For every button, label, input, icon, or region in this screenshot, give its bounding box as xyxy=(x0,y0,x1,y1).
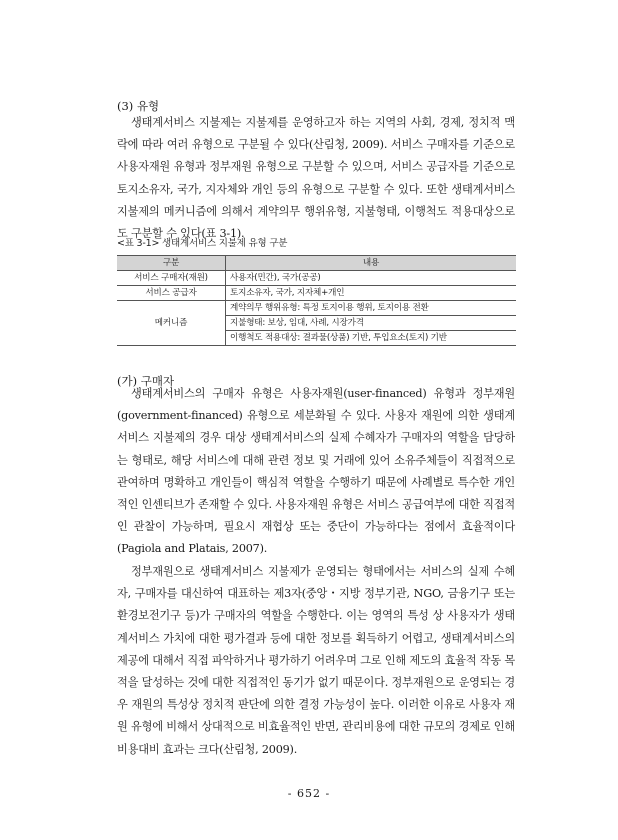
table-cell-content: 계약의무 행위유형: 특정 토지이용 행위, 토지이용 전환 xyxy=(226,301,517,316)
pes-type-table xyxy=(117,255,516,346)
table-row xyxy=(117,301,516,316)
table-caption: <표 3-1> 생태계서비스 지불제 유형 구분 xyxy=(117,238,288,249)
table-cell-content: 사용자(민간), 국가(공공) xyxy=(226,271,517,286)
table-cell-content: 지불형태: 보상, 임대, 사례, 시장가격 xyxy=(226,316,517,331)
page-number: - 652 - xyxy=(287,787,331,800)
table-cell-category: 서비스 구매자(재원) xyxy=(117,271,226,286)
buyer-paragraph-2: 정부재원으로 생태계서비스 지불제가 운영되는 형태에서는 서비스의 실제 수혜자, 구매자를 대신하여 대표하는 제3자(중앙・지방 정부기관, NGO, 금융기구 또는 환경보전기구 등)가 구매자의 역할을 수행한다. 이는 영역의 특성 상 사용자가 생태계서비스 가치에 대한 평가결과 등에 대한 정보를 획득하기 어렵고, 생태계서비스의 제공에 대해서 직접 파악하거나 평가하기 어려우며 그로 인해 제도의 효율적 작동 목적을 달성하는 것에 대한 직접적인 동기가 없기 때문이다. 정부재원으로 운영되는 경우 재원의 특성상 정치적 판단에 의한 결정 가능성이 높다. 이러한 이유로 사용자 재원 유형에 비해서 상대적으로 비효율적인 반면, 관리비용에 대한 규모의 경제로 인해 비용대비 효과는 크다(산림청, 2009). xyxy=(117,565,515,756)
table-header-row xyxy=(117,256,516,271)
table-cell-content: 토지소유자, 국가, 지자체+개인 xyxy=(226,286,517,301)
table-cell-content: 이행척도 적용대상: 결과물(상품) 기반, 투입요소(토지) 기반 xyxy=(226,331,517,346)
section-types-paragraph: 생태계서비스 지불제는 지불제를 운영하고자 하는 지역의 사회, 경제, 정치적 맥락에 따라 여러 유형으로 구분될 수 있다(산림청, 2009). 서비스 구매자를 기준으로 사용자재원 유형과 정부재원 유형으로 구분할 수 있으며, 서비스 공급자를 기준으로 토지소유자, 국가, 지자체와 개인 등의 유형으로 구분할 수 있다. 또한 생태계서비스 지불제의 메커니즘에 의해서 계약의무 행위유형, 지불형태, 이행척도 적용대상으로도 구분할 수 있다(표 3-1). xyxy=(117,116,515,241)
table-header-content: 내용 xyxy=(226,256,517,271)
table-row xyxy=(117,271,516,286)
table-row xyxy=(117,286,516,301)
table-cell-category: 서비스 공급자 xyxy=(117,286,226,301)
table-header-category: 구분 xyxy=(117,256,226,271)
table-cell-category: 메커니즘 xyxy=(117,301,226,346)
buyer-paragraph-1: 생태계서비스의 구매자 유형은 사용자재원(user-financed) 유형과 정부재원(government-financed) 유형으로 세분화될 수 있다. 사용자 재원에 의한 생태계서비스 지불제의 경우 대상 생태계서비스의 실제 수혜자가 구매자의 역할을 담당하는 형태로, 해당 서비스에 대해 관련 정보 및 거래에 있어 소유주체들이 직접적으로 관여하며 명확하고 개인들이 핵심적 역할을 수행하기 때문에 사례별로 특수한 개인적인 인센티브가 존재할 수 있다. 사용자재원 유형은 서비스 공급여부에 대한 직접적인 관찰이 가능하며, 필요시 재협상 또는 중단이 가능하다는 점에서 효율적이다(Pagiola and Platais, 2007). xyxy=(117,387,515,556)
section-heading-buyer: (가) 구매자 xyxy=(117,374,175,388)
section-heading-types: (3) 유형 xyxy=(117,99,160,113)
